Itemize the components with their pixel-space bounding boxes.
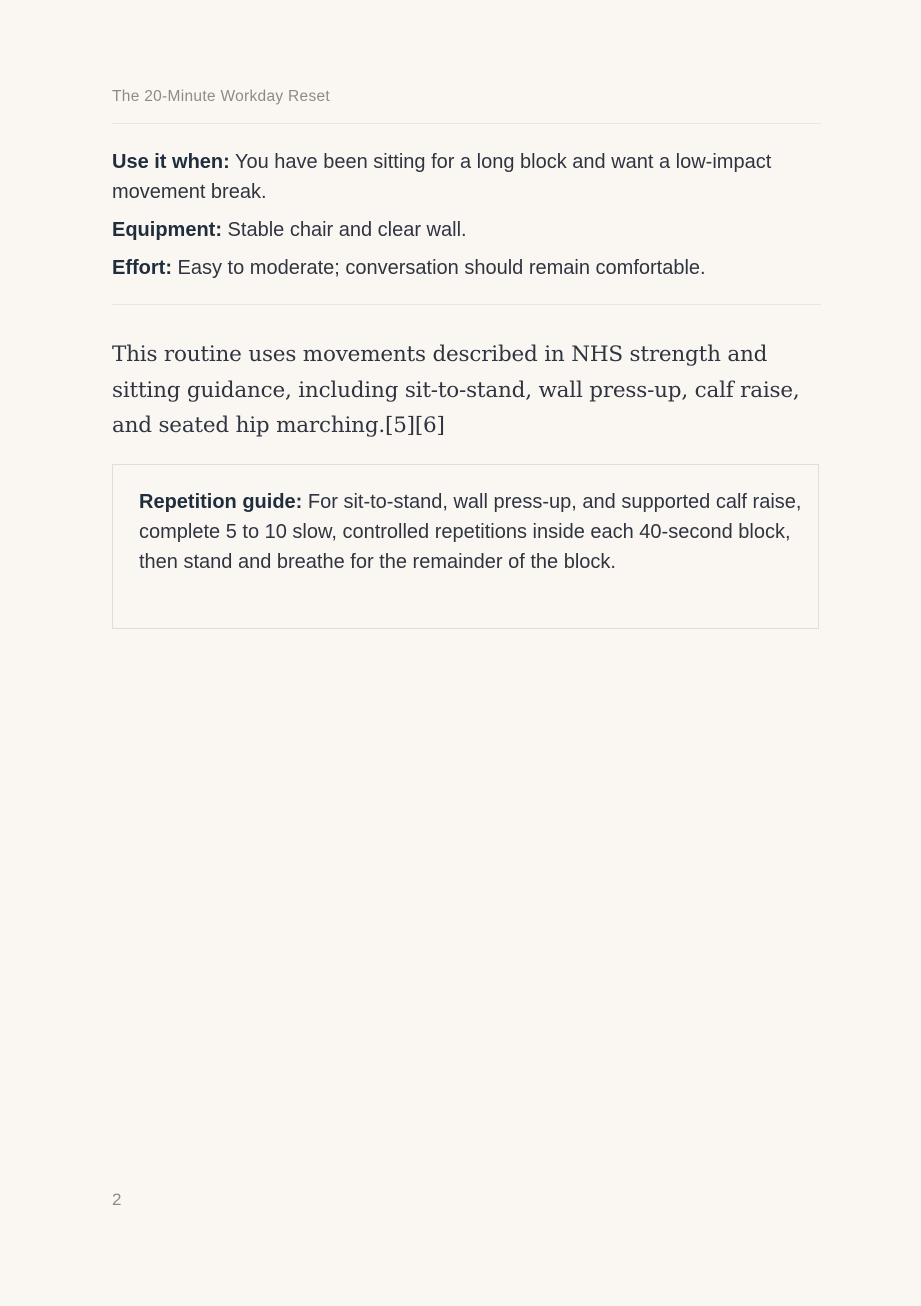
callout-label: Repetition guide: [139, 491, 303, 513]
meta-value: You have been sitting for a long block and want a low-impact movement break. [112, 151, 772, 203]
repetition-guide-callout [112, 464, 819, 629]
page-number: 2 [112, 1190, 122, 1209]
meta-value: Easy to moderate; conversation should remain comfortable. [171, 257, 706, 279]
intro-paragraph: This routine uses movements described in NHS strength and sitting guidance, including sit-to-stand, wall press-up, calf raise, and seated hip marching.[5][6] [112, 342, 800, 438]
document-page [112, 0, 821, 1306]
meta-effort [112, 253, 792, 283]
meta-label: Effort: [112, 257, 172, 279]
callout-body: For sit-to-stand, wall press-up, and supported calf raise, complete 5 to 10 slow, controlled repetitions inside each 40-second block, then stand and breathe for the remainder of the block. [139, 491, 802, 573]
callout-text [139, 487, 804, 577]
meta-use-it-when [112, 147, 792, 207]
routine-meta [112, 147, 792, 291]
meta-label: Equipment: [112, 219, 222, 241]
header-divider [112, 123, 821, 124]
running-header: The 20-Minute Workday Reset [112, 88, 331, 105]
meta-equipment [112, 215, 792, 245]
meta-label: Use it when: [112, 151, 230, 173]
meta-value: Stable chair and clear wall. [222, 219, 467, 241]
meta-divider [112, 304, 821, 305]
